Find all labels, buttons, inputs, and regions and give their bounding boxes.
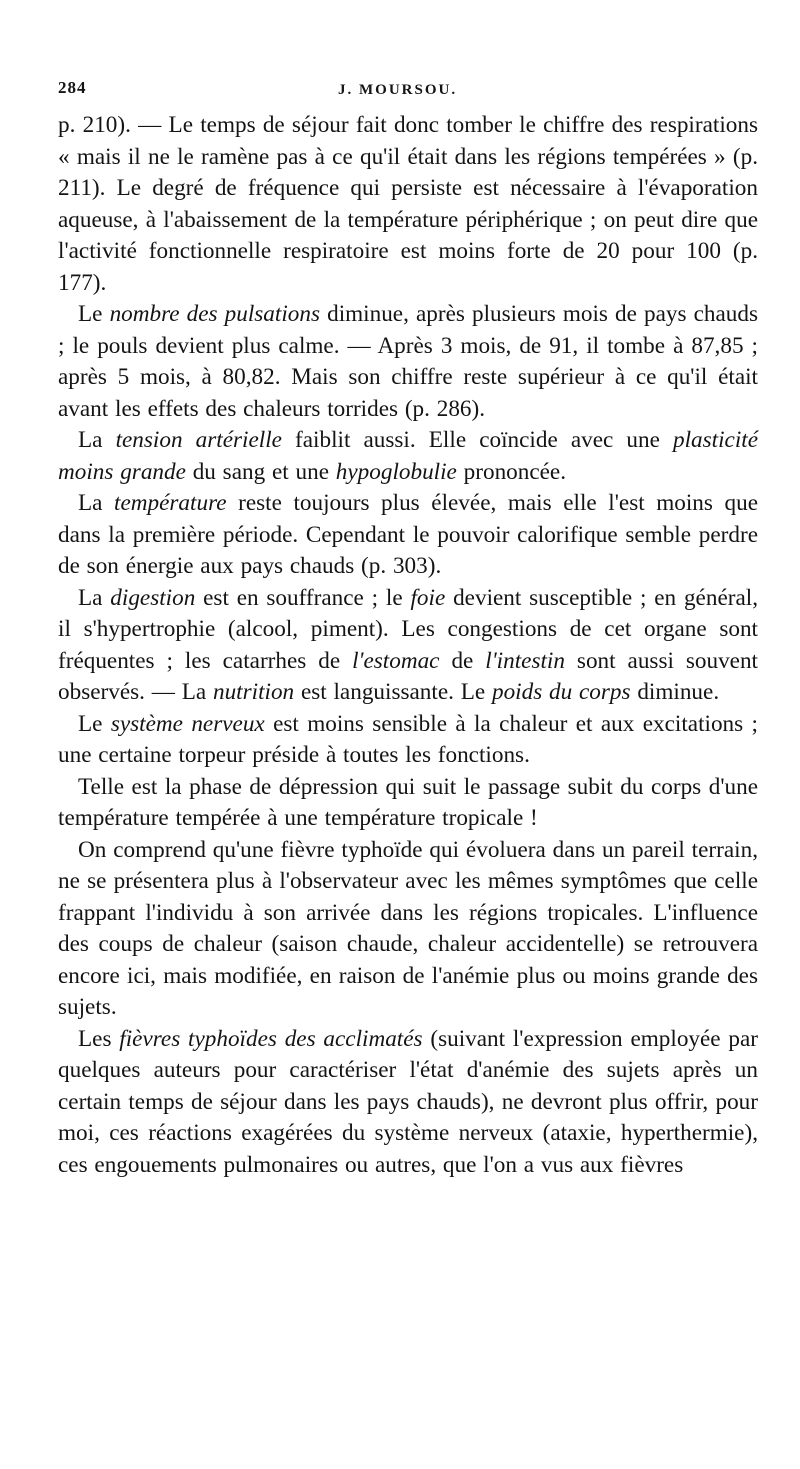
text-run: est languissante. Le bbox=[294, 679, 492, 705]
text-run: est moins sensible à la chaleur et aux excitations ; une certaine torpeur préside à toutes les fonctions. bbox=[58, 710, 758, 768]
italic-term: poids du corps bbox=[491, 679, 631, 705]
text-run: Les bbox=[78, 1025, 120, 1052]
running-title: J. MOURSOU. bbox=[338, 82, 458, 98]
paragraph bbox=[58, 299, 758, 425]
text-run: diminue, après plusieurs mois de pays chauds ; le pouls devient plus calme. — Après 3 mois, de 91, il tombe à 87,85 ; après 5 mois, à 80,82. Mais son chiffre reste supérieur à ce qu'il était avant les effets des chaleurs torrides (p. 286). bbox=[58, 301, 759, 422]
italic-term: foie bbox=[410, 584, 446, 611]
paragraph bbox=[58, 709, 758, 772]
paragraph bbox=[58, 425, 758, 488]
italic-term: digestion bbox=[110, 584, 196, 611]
text-run: sont aussi souvent observés. — La bbox=[58, 647, 758, 705]
paragraph bbox=[58, 835, 758, 1024]
italic-term: nombre des pulsations bbox=[109, 301, 320, 327]
paragraph bbox=[58, 110, 758, 299]
paragraph bbox=[58, 583, 758, 709]
text-run: diminue. bbox=[630, 679, 720, 705]
page-number: 284 bbox=[58, 78, 87, 97]
text-run: Le bbox=[78, 301, 110, 327]
text-run: faiblit aussi. Elle coïncide avec une bbox=[281, 427, 673, 453]
text-run: Le bbox=[78, 710, 111, 737]
running-head bbox=[58, 72, 758, 110]
paragraph bbox=[58, 772, 758, 835]
italic-term: l'intestin bbox=[485, 647, 565, 674]
text-run: La bbox=[78, 427, 116, 453]
text-run: p. 210). — Le temps de séjour fait donc tomber le chiffre des respirations « mais il ne le ramène pas à ce qu'il était dans les régions tempérées » (p. 211). Le degré de fréquence qui persiste est nécessaire à l'évaporation aqueuse, à l'abaissement de la température périphérique ; on peut dire que l'activité fonctionnelle respiratoire est moins forte de 20 pour 100 (p. 177). bbox=[58, 112, 758, 296]
text-run: de bbox=[439, 647, 486, 674]
text-run: La bbox=[78, 584, 111, 611]
body-text bbox=[58, 110, 758, 1181]
text-run: (suivant l'expression employée par quelques auteurs pour caractériser l'état d'anémie des sujets après un certain temps de séjour dans les pays chauds), ne devront plus offrir, pour moi, ces réactions exagérées du système nerveux (ataxie, hyperthermie), ces engouements pulmonaires ou autres, que l'on a vus aux fièvres bbox=[58, 1025, 758, 1178]
italic-term: tension artérielle bbox=[115, 427, 282, 453]
italic-term: hypoglobulie bbox=[335, 458, 457, 485]
text-run: Telle est la phase de dépression qui suit le passage subit du corps d'une température tempérée à une température tropicale ! bbox=[58, 773, 758, 831]
text-run: prononcée. bbox=[456, 458, 567, 485]
italic-term: l'estomac bbox=[352, 647, 440, 674]
italic-term: système nerveux bbox=[110, 710, 265, 737]
text-run: On comprend qu'une fièvre typhoïde qui évoluera dans un pareil terrain, ne se présentera plus à l'observateur avec les mêmes symptômes que celle frappant l'individu à son arrivée dans les régions tropicales. L'influence des coups de chaleur (saison chaude, chaleur accidentelle) se retrouvera encore ici, mais modifiée, en raison de l'anémie plus ou moins grande des sujets. bbox=[58, 836, 758, 1020]
paragraph bbox=[58, 488, 758, 583]
text-run: devient susceptible ; en général, il s'hypertrophie (alcool, piment). Les congestions de cet organe sont fréquentes ; les catarrhes de bbox=[58, 584, 758, 674]
paragraph bbox=[58, 1024, 758, 1182]
italic-term: nutrition bbox=[212, 679, 295, 705]
text-run: est en souffrance ; le bbox=[195, 584, 411, 611]
italic-term: fièvres typhoïdes des acclimatés bbox=[119, 1025, 423, 1052]
italic-term: température bbox=[114, 490, 227, 516]
text-run: La bbox=[78, 490, 115, 516]
text-run: du sang et une bbox=[185, 458, 336, 485]
text-run: reste toujours plus élevée, mais elle l'est moins que dans la première période. Cependant le pouvoir calorifique semble perdre de son énergie aux pays chauds (p. 303). bbox=[58, 490, 758, 579]
italic-term: plasticité moins grande bbox=[58, 427, 758, 485]
